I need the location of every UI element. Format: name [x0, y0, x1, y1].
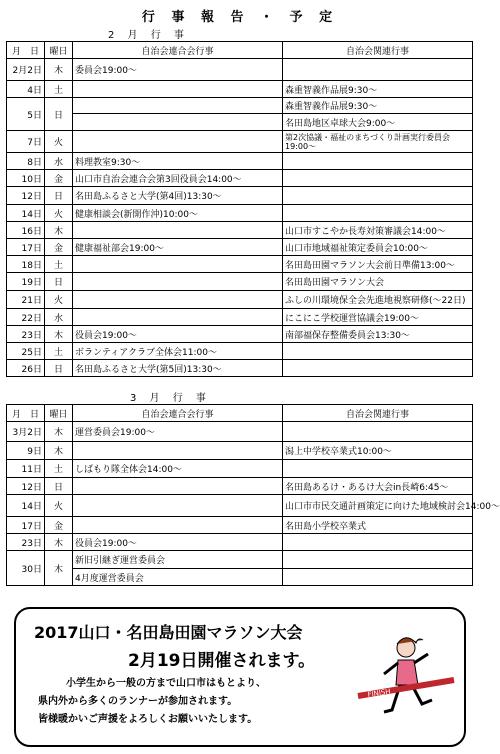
federation-event-cell: 新旧引継ぎ運営委員会 [73, 551, 283, 569]
related-event-cell [283, 59, 473, 81]
date-cell: 9日 [7, 442, 45, 460]
table-row [7, 291, 473, 309]
date-cell: 30日 [7, 551, 45, 586]
date-cell: 17日 [7, 239, 45, 256]
date-cell: 22日 [7, 309, 45, 326]
header-date: 月 日 [7, 42, 45, 59]
federation-event-cell [73, 442, 283, 460]
date-cell: 3月2日 [7, 422, 45, 442]
federation-event-cell: 健康福祉部会19:00〜 [73, 239, 283, 256]
date-cell: 11日 [7, 460, 45, 478]
federation-event-cell [73, 222, 283, 239]
related-event-cell: 森重智義作品展9:30〜 [283, 98, 473, 114]
federation-event-cell: 料理教室9:30〜 [73, 153, 283, 170]
weekday-cell: 日 [45, 273, 73, 291]
related-event-cell [283, 551, 473, 569]
weekday-cell: 木 [45, 534, 73, 551]
table-row [7, 222, 473, 239]
table-row [7, 326, 473, 343]
related-event-cell [283, 534, 473, 551]
mar-subtitle: 3 月 行 事 [130, 393, 211, 404]
weekday-cell: 日 [45, 187, 73, 205]
table-row [7, 460, 473, 478]
header-federation-events: 自治会連合会行事 [73, 42, 283, 59]
weekday-cell: 土 [45, 460, 73, 478]
runner-illustration [356, 630, 456, 730]
federation-event-cell: 役員会19:00〜 [73, 534, 283, 551]
table-row [7, 569, 473, 586]
related-event-cell: 山口市すこやか長寿対策審議会14:00〜 [283, 222, 473, 239]
related-event-cell [283, 569, 473, 586]
related-event-cell: 森重智義作品展9:30〜 [283, 81, 473, 98]
weekday-cell: 土 [45, 343, 73, 360]
date-cell: 21日 [7, 291, 45, 309]
related-event-cell: 名田島小学校卒業式 [283, 517, 473, 534]
event-line-2: 県内外から多くのランナーが参加されます。 [38, 696, 238, 707]
feb-schedule-table [6, 41, 473, 377]
weekday-cell: 火 [45, 291, 73, 309]
related-event-cell: にこにこ学校運営協議会19:00〜 [283, 309, 473, 326]
feb-subtitle: 2 月 行 事 [108, 30, 189, 41]
related-event-cell: 潟上中学校卒業式10:00〜 [283, 442, 473, 460]
federation-event-cell [73, 309, 283, 326]
header-related-events: 自治会関連行事 [283, 405, 473, 422]
federation-event-cell [73, 81, 283, 98]
related-event-cell [283, 343, 473, 360]
page-title: 行 事 報 告 ・ 予 定 [141, 10, 339, 25]
table-row [7, 98, 473, 114]
federation-event-cell: 運営委員会19:00〜 [73, 422, 283, 442]
weekday-cell: 日 [45, 478, 73, 495]
finish-tape-label: FINISH [367, 687, 392, 699]
date-cell: 23日 [7, 534, 45, 551]
weekday-cell: 木 [45, 59, 73, 81]
event-title: 2017山口・名田島田園マラソン大会 [34, 623, 303, 642]
federation-event-cell: 名田島ふるさと大学(第5回)13:30〜 [73, 360, 283, 377]
event-date: 2月19日開催されます。 [128, 651, 316, 671]
weekday-cell: 木 [45, 442, 73, 460]
date-cell: 16日 [7, 222, 45, 239]
date-cell: 12日 [7, 187, 45, 205]
weekday-cell: 木 [45, 222, 73, 239]
weekday-cell: 水 [45, 153, 73, 170]
federation-event-cell [73, 273, 283, 291]
federation-event-cell: 委員会19:00〜 [73, 59, 283, 81]
date-cell: 18日 [7, 256, 45, 273]
weekday-cell: 火 [45, 131, 73, 153]
federation-event-cell [73, 98, 283, 114]
table-row [7, 343, 473, 360]
related-event-cell [283, 153, 473, 170]
table-row [7, 442, 473, 460]
date-cell: 8日 [7, 153, 45, 170]
federation-event-cell [73, 114, 283, 131]
header-weekday: 曜日 [45, 405, 73, 422]
table-row [7, 153, 473, 170]
table-row [7, 273, 473, 291]
federation-event-cell [73, 131, 283, 153]
weekday-cell: 土 [45, 81, 73, 98]
table-row [7, 170, 473, 187]
federation-event-cell [73, 517, 283, 534]
related-event-cell [283, 460, 473, 478]
date-cell: 17日 [7, 517, 45, 534]
date-cell: 10日 [7, 170, 45, 187]
table-row [7, 59, 473, 81]
federation-event-cell [73, 291, 283, 309]
related-event-cell: ふしの川環境保全会先進地視察研修(〜22日) [283, 291, 473, 309]
table-row [7, 551, 473, 569]
table-row [7, 534, 473, 551]
federation-event-cell: 山口市自治会連合会第3回役員会14:00〜 [73, 170, 283, 187]
weekday-cell: 木 [45, 551, 73, 586]
mar-schedule-table [6, 404, 500, 586]
date-cell: 5日 [7, 98, 45, 131]
header-federation-events: 自治会連合会行事 [73, 405, 283, 422]
related-event-cell: 名田島地区卓球大会9:00〜 [283, 114, 473, 131]
table-row [7, 517, 473, 534]
related-event-cell [283, 360, 473, 377]
date-cell: 14日 [7, 205, 45, 222]
federation-event-cell: 4月度運営委員会 [73, 569, 283, 586]
date-cell: 19日 [7, 273, 45, 291]
weekday-cell: 木 [45, 326, 73, 343]
table-row [7, 114, 473, 131]
weekday-cell: 木 [45, 422, 73, 442]
table-row [7, 81, 473, 98]
weekday-cell: 水 [45, 309, 73, 326]
related-event-cell: 第2次協議・福祉のまちづくり計画実行委員会19:00〜 [283, 131, 473, 153]
weekday-cell: 日 [45, 98, 73, 131]
table-row [7, 360, 473, 377]
related-event-cell: 山口市市民交通計画策定に向けた地域検討会14:00〜 [283, 495, 473, 517]
mar-header-row [7, 405, 473, 422]
table-row [7, 205, 473, 222]
event-line-3: 皆様暖かいご声援をよろしくお願いいたします。 [38, 714, 258, 725]
related-event-cell: 名田島田園マラソン大会 [283, 273, 473, 291]
date-cell: 25日 [7, 343, 45, 360]
related-event-cell [283, 422, 473, 442]
table-row [7, 131, 473, 153]
weekday-cell: 金 [45, 170, 73, 187]
table-row [7, 478, 473, 495]
federation-event-cell: 役員会19:00〜 [73, 326, 283, 343]
federation-event-cell: 名田島ふるさと大学(第4回)13:30〜 [73, 187, 283, 205]
date-cell: 26日 [7, 360, 45, 377]
table-row [7, 256, 473, 273]
related-event-cell [283, 170, 473, 187]
date-cell: 4日 [7, 81, 45, 98]
related-event-cell [283, 205, 473, 222]
weekday-cell: 日 [45, 360, 73, 377]
date-cell: 7日 [7, 131, 45, 153]
related-event-cell: 南部福保存整備委員会13:30〜 [283, 326, 473, 343]
date-cell: 14日 [7, 495, 45, 517]
table-row [7, 187, 473, 205]
table-row [7, 495, 473, 517]
event-line-1: 小学生から一般の方まで山口市はもとより、 [66, 678, 266, 689]
feb-header-row [7, 42, 473, 59]
related-event-cell: 名田島あるけ・あるけ大会in長崎6:45〜 [283, 478, 473, 495]
header-date: 月 日 [7, 405, 45, 422]
related-event-cell: 山口市地域福祉策定委員会10:00〜 [283, 239, 473, 256]
weekday-cell: 金 [45, 517, 73, 534]
federation-event-cell: ボランティアクラブ全体会11:00〜 [73, 343, 283, 360]
federation-event-cell [73, 478, 283, 495]
federation-event-cell [73, 256, 283, 273]
date-cell: 2月2日 [7, 59, 45, 81]
table-row [7, 422, 473, 442]
weekday-cell: 金 [45, 239, 73, 256]
weekday-cell: 火 [45, 495, 73, 517]
related-event-cell [283, 187, 473, 205]
related-event-cell: 名田島田園マラソン大会前日準備13:00〜 [283, 256, 473, 273]
weekday-cell: 土 [45, 256, 73, 273]
table-row [7, 239, 473, 256]
header-related-events: 自治会関連行事 [283, 42, 473, 59]
date-cell: 12日 [7, 478, 45, 495]
table-row [7, 309, 473, 326]
federation-event-cell: 健康相談会(新開作沖)10:00〜 [73, 205, 283, 222]
weekday-cell: 火 [45, 205, 73, 222]
date-cell: 23日 [7, 326, 45, 343]
federation-event-cell [73, 495, 283, 517]
federation-event-cell: しばもり隊全体会14:00〜 [73, 460, 283, 478]
header-weekday: 曜日 [45, 42, 73, 59]
